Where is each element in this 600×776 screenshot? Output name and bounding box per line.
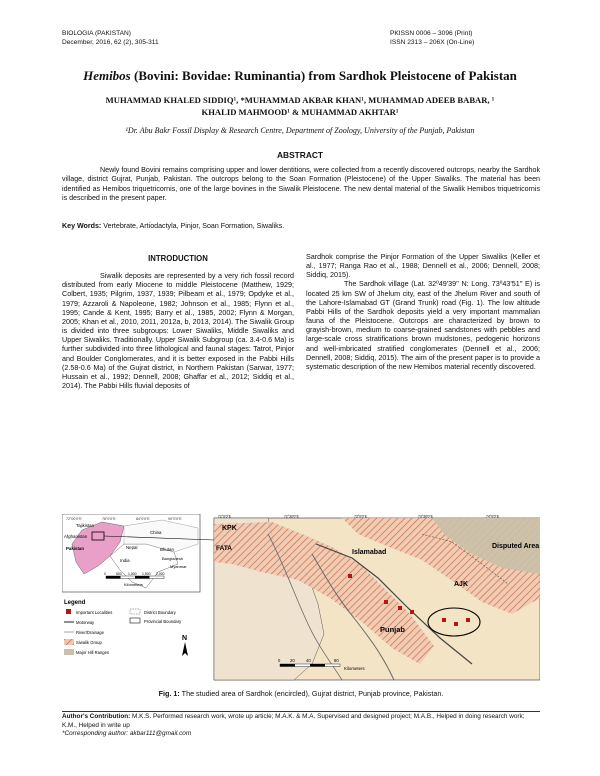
locality-marker (454, 622, 458, 626)
locality-marker (442, 618, 446, 622)
footnotes (62, 713, 540, 739)
north-arrow-icon: N (182, 635, 188, 642)
inset-scale-segment (135, 576, 150, 579)
inset-lon-label: 72°00'0"E (66, 517, 82, 521)
journal-issue: December, 2016, 62 (2), 305-311 (62, 38, 159, 46)
contribution-text: M.K.S. Performed research work, wrote up article; M.A.K. & M.A. Supervised and designed project; M.A.B., Helped in doing research work; K.M., Helped in write up (62, 713, 525, 729)
region-label: KPK (222, 525, 237, 532)
inset-lon-label: 78°0'0"E (102, 517, 116, 521)
legend-item: Motorway (76, 620, 95, 625)
title-genus: Hemibos (83, 68, 131, 83)
title-rest: (Bovini: Bovidae: Ruminantia) from Sardhok Pleistocene of Pakistan (130, 68, 517, 83)
inset-lon-label: 90°0'0"E (168, 517, 182, 521)
map-lon-label: 72°0'0"E (218, 514, 232, 519)
inset-scale-tick: 0 (104, 572, 106, 576)
map-scale-tick: 0 (278, 658, 281, 663)
keywords-list: Vertebrate, Artiodactyla, Pinjor, Soan Formation, Siwaliks. (101, 222, 285, 230)
locality-swatch (66, 609, 71, 614)
keywords-label: Key Words: (62, 222, 102, 230)
region-label: Punjab (380, 625, 406, 634)
intro-paragraph-2: Sardhok comprise the Pinjor Formation of the Upper Siwaliks (Keller et al., 1977; Ranga Rao et al., 1988; Dennell et al., 2006; Dennell, 2008; Siddiq, 2015). (306, 252, 540, 280)
column-right (306, 252, 540, 371)
country-label: Bangladesh (162, 556, 184, 561)
siwalik-swatch (64, 639, 74, 645)
provincial-swatch (130, 618, 140, 623)
caption-label: Fig. 1: (158, 689, 180, 698)
country-label: Nepal (126, 545, 138, 550)
journal-header (62, 30, 159, 47)
legend-item: Siwalik Group (76, 640, 102, 645)
column-left (62, 254, 294, 390)
country-label: Afghanistan (64, 534, 88, 539)
intro-paragraph-1: Siwalik deposits are represented by a very rich fossil record distributed from early Miocene to middle Pleistocene (Matthew, 1929; Colbert, 1935; Pilgrim, 1937, 1939; Pilbeam et al., 1979; Opdyke et al., 1979; Azzaroli & Napoleone, 1982; Johnson et al., 1985; Flynn et al., 1995; Cande & Kent, 1995; Barry et al., 1985, 2002; Flynn & Morgan, 2005; Khan et al., 2010, 2011, 2012a, b, 2013, 2014). The Siwalik Group is divided into three subgroups: Lower Siwaliks, Middle Siwaliks and Upper Siwaliks. Traditionally. Upper Siwalik Subgroup (ca. 3.4-0.6 Ma) is further subdivided into three lithological and faunal stages: Tatrot, Pinjor and Boulder Conglomerates, and it is better exposed in the Pabbi Hills (2.58-0.6 Ma) of the Gujrat district, in Northern Pakistan (Sarwar, 1977; Hussain et al., 1992; Dennell, 2008; Ghaffar et al., 2012; Siddiq et al., 2014). The Pabbi Hills fluvial deposits of (62, 271, 294, 391)
country-label: Pakistan (66, 546, 85, 551)
region-label: Islamabad (352, 549, 387, 556)
issn-header (390, 30, 540, 47)
map-scale-tick: 40 (306, 658, 311, 663)
author-line-2: KHALID MAHMOOD¹ & MUHAMMAD AKHTAR¹ (201, 107, 399, 117)
author-list (50, 94, 550, 118)
paper-title (40, 68, 560, 84)
locality-marker (384, 600, 388, 604)
legend-item: River/Drainage (76, 630, 104, 635)
locality-marker (410, 610, 414, 614)
footnote-rule (62, 711, 540, 712)
inset-scale-tick: 500 (116, 572, 122, 576)
map-lon-label: 72°30'0"E (284, 514, 299, 519)
legend-item: Important Localities (76, 610, 113, 615)
legend-item: Major Hill Ranges (76, 650, 110, 655)
inset-scale-tick: 2,000 (156, 572, 165, 576)
map-scale-tick: 20 (290, 658, 295, 663)
inset-scale-unit: Kilometers (124, 582, 143, 587)
country-label: Bhutan (160, 547, 174, 552)
journal-name: BIOLOGIA (PAKISTAN) (62, 30, 132, 37)
abstract-heading: ABSTRACT (276, 150, 324, 160)
hills-swatch (64, 649, 74, 655)
map-lon-label: 74°0'0"E (486, 514, 500, 519)
introduction-heading: INTRODUCTION (148, 254, 208, 263)
inset-lon-label: 84°0'0"E (136, 517, 150, 521)
figure-caption (62, 689, 540, 698)
map-scale-tick: 80 (334, 658, 339, 663)
locality-marker (348, 574, 352, 578)
country-label: India (120, 558, 130, 563)
study-area-map (62, 514, 540, 682)
legend-item: Provincial Boundary (144, 619, 182, 624)
inset-scale-tick: 1,000 (128, 572, 137, 576)
figure-1-map (62, 514, 540, 682)
author-line-1: MUHAMMAD KHALED SIDDIQ¹, *MUHAMMAD AKBAR KHAN¹, MUHAMMAD ADEEB BABAR, ¹ (105, 95, 495, 105)
district-swatch (130, 609, 140, 614)
map-lon-label: 73°0'0"E (354, 514, 368, 519)
country-label: Tajikistan (76, 523, 95, 528)
issn: ISSN 2313 – 206X (On-Line) (390, 38, 475, 46)
country-label: Myanmar (170, 564, 187, 569)
contribution-label: Author's Contribution: (62, 713, 131, 720)
country-label: China (150, 530, 162, 535)
legend-title: Legend (64, 600, 86, 606)
inset-scale-tick: 1,500 (142, 572, 151, 576)
region-label: AJK (454, 581, 469, 588)
locality-marker (398, 606, 402, 610)
inset-scale-segment (106, 576, 121, 579)
author-contribution (62, 713, 540, 730)
caption-text: The studied area of Sardhok (encircled), Gujrat district, Punjab province, Pakistan. (179, 689, 444, 698)
legend-item: District Boundary (144, 610, 176, 615)
map-scale-unit: Kilometers (344, 666, 365, 671)
region-label: Disputed Area (492, 543, 540, 550)
abstract-text: Newly found Bovini remains comprising upper and lower dentitions, were collected from a recently discovered outcrops, nearby the Sardhok village, district Gujrat, Punjab, Pakistan. The outcrops belong to the Soan Formation (Pleistocene) of the Upper Siwaliks. The material has been identified as Hemibos triquetricornis, one of the large bovines in the Siwalik Pleistocene. The new dental material of the Siwalik Hemibos triquetricornis is described in the present paper. (62, 166, 540, 203)
map-legend (64, 600, 188, 656)
inset-map (62, 514, 200, 592)
corresponding-author: *Corresponding author: akbar111@gmail.com (62, 730, 192, 738)
north-arrow-shape (182, 642, 188, 656)
map-lon-label: 73°30'0"E (418, 514, 433, 519)
affiliation: ¹Dr. Abu Bakr Fossil Display & Research Centre, Department of Zoology, University of the Punjab, Pakistan (125, 126, 475, 135)
main-map (214, 515, 540, 681)
pkissn: PKISSN 0006 – 3096 (Print) (390, 30, 473, 37)
region-label: FATA (216, 545, 233, 552)
keywords (62, 222, 540, 230)
locality-marker (466, 618, 470, 622)
map-scale-segment (310, 664, 325, 667)
intro-paragraph-3: The Sardhok village (Lat. 32º49'39'' N: Long. 73º43'51'' E) is located 25 km SW of Jhelum city, east of the Jhelum River and south of the Lahore-Islamabad GT (Grand Trunk) road (Fig. 1). The low altitude Pabbi Hills of the Sardhok deposits yield a very important mammalian fauna of the Pleistocene. Outcrops are characterized by brown to grayish-brown, medium to coarse-grained sandstones with pebbles and large-scale cross stratifications brown mudstones, pedogenic horizons and well-imbricated stratified conglomerates (Dennell et al., 2006; Dennell, 2008; Siddiq, 2015). The aim of the present paper is to provide a systematic description of the new Hemibos material recently discovered. (306, 279, 540, 371)
map-scale-segment (280, 664, 295, 667)
